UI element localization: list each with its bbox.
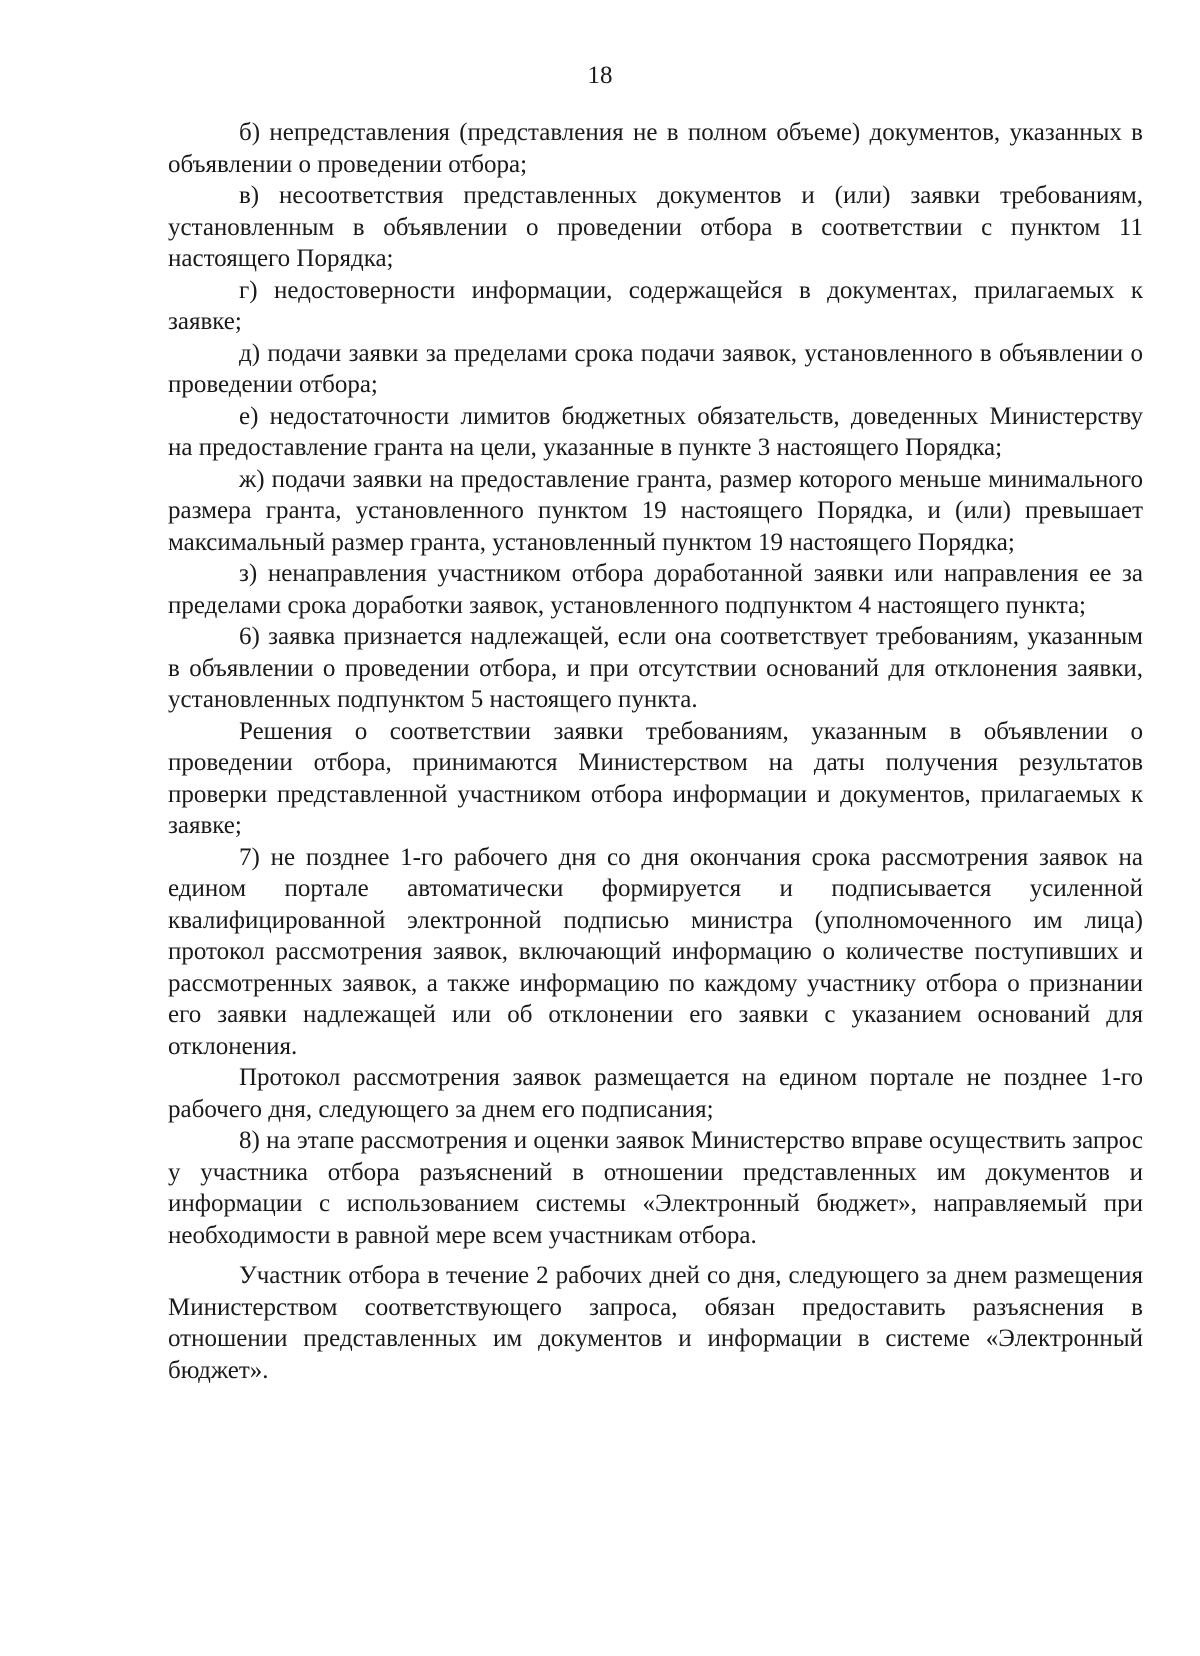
paragraph-d-late-submission: д) подачи заявки за пределами срока подачи заявок, установленного в объявлении о проведении отбора; (168, 339, 1143, 398)
paragraph-v-noncompliance: в) несоответствия представленных документов и (или) заявки требованиям, установленным в объявлении о проведении отбора в соответствии с пунктом 11 настоящего Порядка; (168, 182, 1143, 272)
paragraph-7-review-protocol: 7) не позднее 1-го рабочего дня со дня окончания срока рассмотрения заявок на едином портале автоматически формируется и подписывается усиленной квалифицированной электронной подписью министра (уполномоченного им лица) протокол рассмотрения заявок, включающий информацию о количестве поступивших и рассмотренных заявок, а также информацию по каждому участнику отбора о признании его заявки надлежащей или об отклонении его заявки с указанием оснований для отклонения. (168, 843, 1143, 1060)
paragraph-g-unreliable-info: г) недостоверности информации, содержащейся в документах, прилагаемых к заявке; (168, 276, 1143, 335)
paragraph-participant-response: Участник отбора в течение 2 рабочих дней со дня, следующего за днем размещения Министерством соответствующего запроса, обязан предоставить разъяснения в отношении представленных им документов и информации в системе «Электронный бюджет». (168, 1262, 1143, 1384)
paragraph-protocol-publication: Протокол рассмотрения заявок размещается на едином портале не позднее 1-го рабочего дня, следующего за днем его подписания; (168, 1064, 1143, 1123)
paragraph-z-not-revised: з) ненаправления участником отбора доработанной заявки или направления ее за пределами срока доработки заявок, установленного подпунктом 4 настоящего пункта; (168, 560, 1143, 619)
paragraph-zh-grant-size: ж) подачи заявки на предоставление гранта, размер которого меньше минимального размера гранта, установленного пунктом 19 настоящего Порядка, и (или) превышает максимальный размер гранта, установленный пунктом 19 настоящего Порядка; (168, 465, 1143, 556)
paragraph-8-clarification-request: 8) на этапе рассмотрения и оценки заявок Министерство вправе осуществить запрос у участника отбора разъяснений в отношении представленных им документов и информации с использованием системы «Электронный бюджет», направляемый при необходимости в равной мере всем участникам отбора. (168, 1127, 1143, 1249)
paragraph-compliance-decisions: Решения о соответствии заявки требованиям, указанным в объявлении о проведении отбора, принимаются Министерством на даты получения результатов проверки представленной участником отбора информации и документов, прилагаемых к заявке; (168, 717, 1143, 839)
page-number: 18 (587, 62, 613, 89)
document-body (168, 117, 1143, 1386)
paragraph-6-proper-application: 6) заявка признается надлежащей, если она соответствует требованиям, указанным в объявлении о проведении отбора, и при отсутствии оснований для отклонения заявки, установленных подпунктом 5 настоящего пункта. (168, 623, 1143, 713)
paragraph-e-insufficient-limits: е) недостаточности лимитов бюджетных обязательств, доведенных Министерству на предоставление гранта на цели, указанные в пункте 3 настоящего Порядка; (168, 402, 1143, 461)
paragraph-b-missing-documents: б) непредставления (представления не в полном объеме) документов, указанных в объявлении о проведении отбора; (168, 119, 1143, 178)
